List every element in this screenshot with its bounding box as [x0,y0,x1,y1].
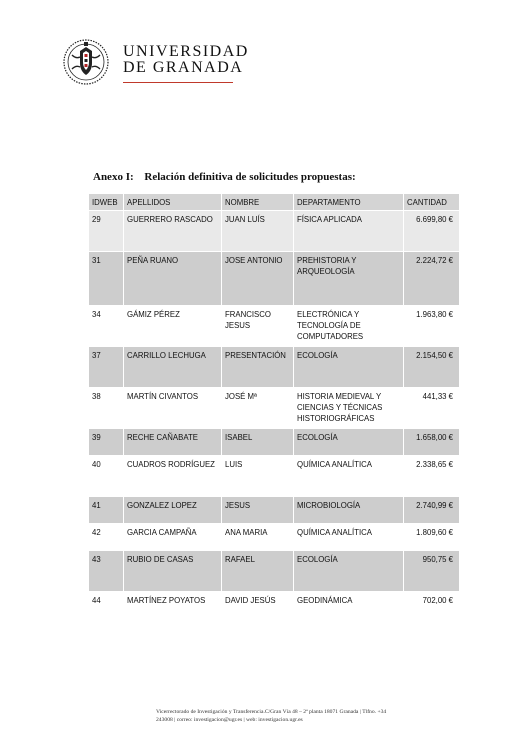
table-row [89,347,459,387]
cell-apellidos: MARTÍN CIVANTOS [124,388,221,428]
table-row [89,429,459,455]
cell-apellidos: CUADROS RODRÍGUEZ [124,456,221,496]
table-row [89,252,459,305]
cell-departamento: QUÍMICA ANALÍTICA [294,524,403,550]
table-row [89,524,459,550]
cell-departamento: ELECTRÓNICA Y TECNOLOGÍA DE COMPUTADORES [294,306,403,346]
cell-departamento: MICROBIOLOGÍA [294,497,403,523]
cell-nombre: LUIS [222,456,293,496]
cell-apellidos: RUBIO DE CASAS [124,551,221,591]
cell-idweb: 29 [89,211,123,251]
footer-contact: 243008 | correo: investigacion@ugr.es | web: investigacion.ugr.es [156,717,303,723]
table-row [89,388,459,428]
cell-idweb: 38 [89,388,123,428]
annex-title [93,171,356,183]
col-header-idweb: IDWEB [89,194,123,210]
cell-departamento: PREHISTORIA Y ARQUEOLOGÍA [294,252,403,305]
cell-nombre: ANA MARIA [222,524,293,550]
cell-apellidos: PEÑA RUANO [124,252,221,305]
cell-nombre: ISABEL [222,429,293,455]
cell-cantidad: 6.699,80 € [404,211,459,251]
page-footer [156,708,456,724]
cell-idweb: 40 [89,456,123,496]
cell-departamento: ECOLOGÍA [294,551,403,591]
annex-code: Anexo I: [93,171,134,183]
cell-cantidad: 441,33 € [404,388,459,428]
cell-apellidos: CARRILLO LECHUGA [124,347,221,387]
cell-idweb: 31 [89,252,123,305]
cell-apellidos: GUERRERO RASCADO [124,211,221,251]
cell-departamento: QUÍMICA ANALÍTICA [294,456,403,496]
cell-nombre: PRESENTACIÓN [222,347,293,387]
table-header-row [89,194,459,210]
cell-nombre: JESUS [222,497,293,523]
cell-nombre: FRANCISCO JESUS [222,306,293,346]
table-row [89,456,459,496]
applications-table [88,193,460,623]
annex-title-text: Relación definitiva de solicitudes propuestas: [144,171,356,183]
table-row [89,592,459,622]
cell-cantidad: 1.809,60 € [404,524,459,550]
university-seal-logo [62,37,110,87]
university-name [123,44,249,76]
header-rule [123,82,233,83]
cell-idweb: 44 [89,592,123,622]
cell-nombre: JOSE ANTONIO [222,252,293,305]
cell-nombre: RAFAEL [222,551,293,591]
cell-nombre: JOSÉ Mª [222,388,293,428]
cell-departamento: ECOLOGÍA [294,347,403,387]
cell-cantidad: 2.224,72 € [404,252,459,305]
cell-apellidos: GONZALEZ LOPEZ [124,497,221,523]
university-name-line1: UNIVERSIDAD [123,43,249,60]
cell-cantidad: 2.740,99 € [404,497,459,523]
cell-apellidos: RECHE CAÑABATE [124,429,221,455]
cell-departamento: HISTORIA MEDIEVAL Y CIENCIAS Y TÉCNICAS HISTORIOGRÁFICAS [294,388,403,428]
cell-cantidad: 950,75 € [404,551,459,591]
col-header-cantidad: CANTIDAD [404,194,459,210]
cell-departamento: GEODINÁMICA [294,592,403,622]
university-name-line2: DE GRANADA [123,59,244,76]
cell-cantidad: 1.963,80 € [404,306,459,346]
footer-address: Vicerrectorado de Investigación y Transferencia.C/Gran Vía 48 – 2ª planta 18071 Granada | Tlfno. +34 [156,709,387,715]
table-row [89,306,459,346]
col-header-nombre: NOMBRE [222,194,293,210]
cell-idweb: 39 [89,429,123,455]
cell-apellidos: GARCIA CAMPAÑA [124,524,221,550]
cell-idweb: 43 [89,551,123,591]
cell-idweb: 42 [89,524,123,550]
table-row [89,211,459,251]
col-header-departamento: DEPARTAMENTO [294,194,403,210]
cell-idweb: 34 [89,306,123,346]
cell-nombre: JUAN LUÍS [222,211,293,251]
cell-idweb: 37 [89,347,123,387]
cell-cantidad: 702,00 € [404,592,459,622]
table-row [89,497,459,523]
cell-departamento: FÍSICA APLICADA [294,211,403,251]
cell-cantidad: 2.154,50 € [404,347,459,387]
cell-departamento: ECOLOGÍA [294,429,403,455]
table-row [89,551,459,591]
cell-nombre: DAVID JESÚS [222,592,293,622]
cell-idweb: 41 [89,497,123,523]
cell-apellidos: GÁMIZ PÉREZ [124,306,221,346]
col-header-apellidos: APELLIDOS [124,194,221,210]
cell-cantidad: 1.658,00 € [404,429,459,455]
cell-cantidad: 2.338,65 € [404,456,459,496]
cell-apellidos: MARTÍNEZ POYATOS [124,592,221,622]
